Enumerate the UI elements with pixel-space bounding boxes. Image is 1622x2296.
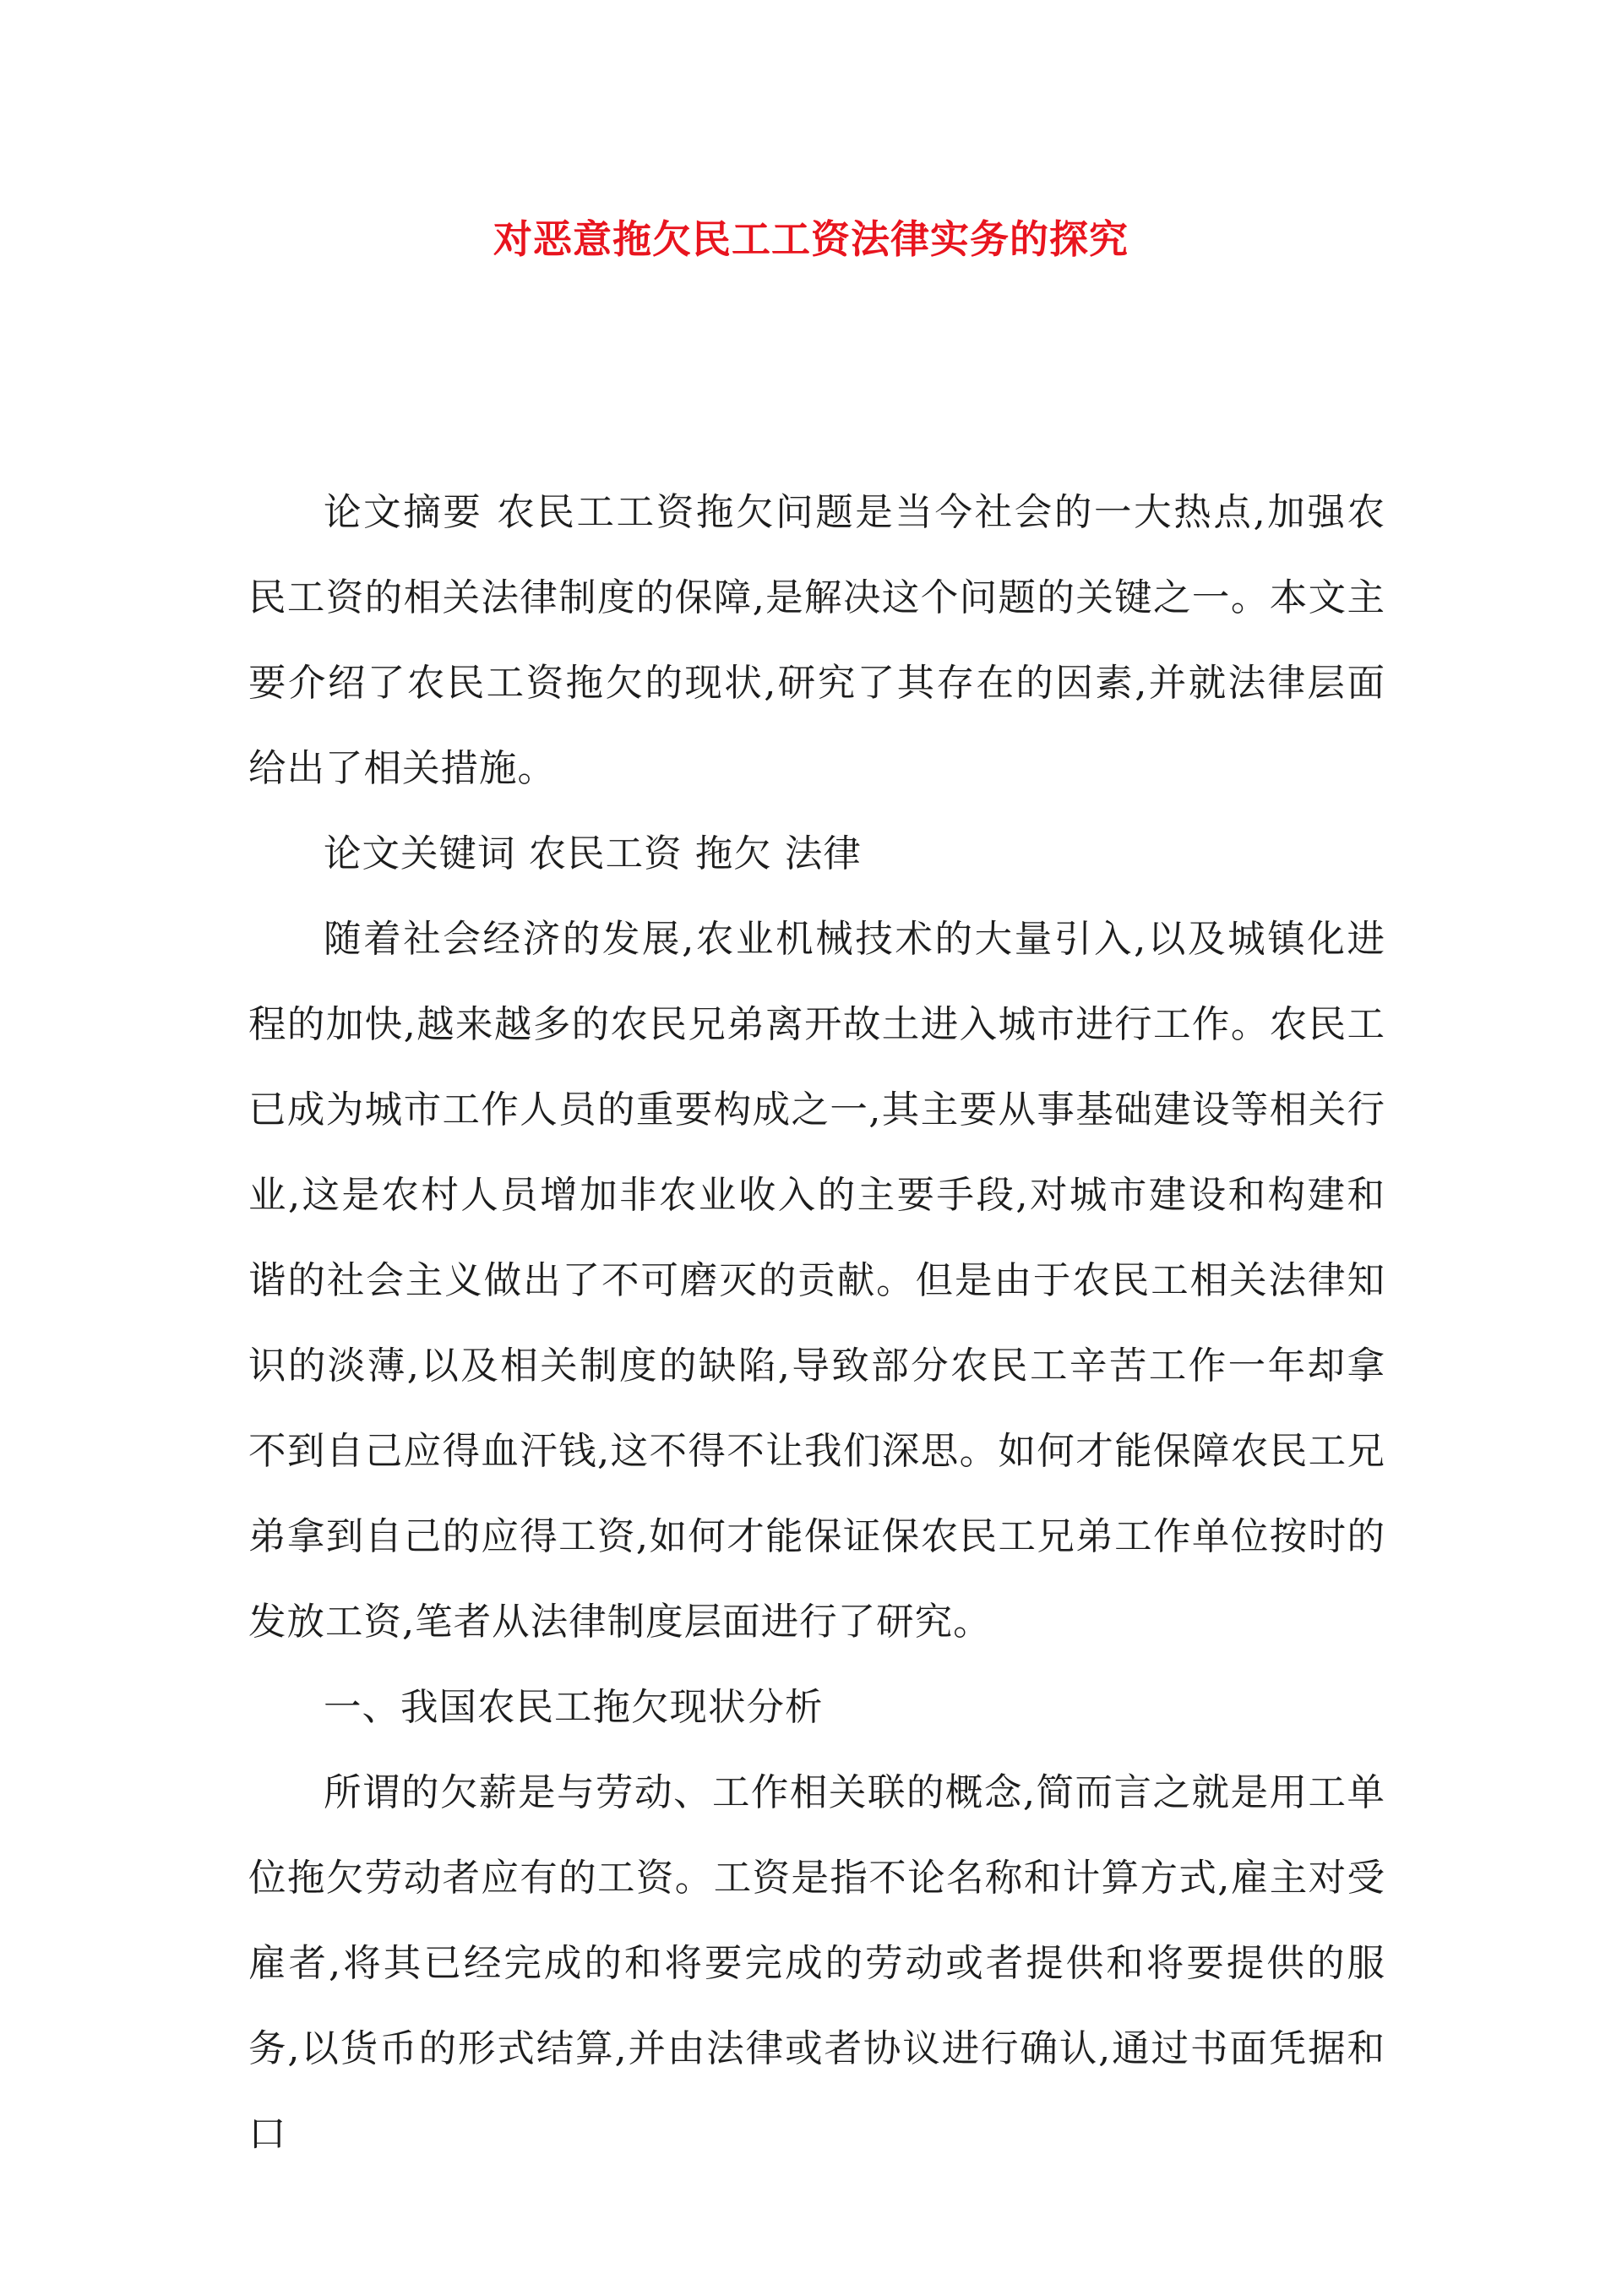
abstract-paragraph: 论文摘要 农民工工资拖欠问题是当今社会的一大热点,加强农民工资的相关法律制度的保障,是解决这个问题的关键之一。本文主要介绍了农民工资拖欠的现状,研究了其存在的因素,并就法律层面给出了相关措施。 <box>248 491 1385 790</box>
document-title: 对恶意拖欠民工工资法律实务的探究 <box>493 216 1129 262</box>
section-heading: 一、我国农民工拖欠现状分析 <box>324 1686 824 1729</box>
document-body <box>248 470 1385 2177</box>
introduction-paragraph: 随着社会经济的发展,农业机械技术的大量引入,以及城镇化进程的加快,越来越多的农民兄弟离开故土进入城市进行工作。农民工已成为城市工作人员的重要构成之一,其主要从事基础建设等相关行业,这是农村人员增加非农业收入的主要手段,对城市建设和构建和谐的社会主义做出了不可磨灭的贡献。但是由于农民工相关法律知识的淡薄,以及相关制度的缺陷,导致部分农民工辛苦工作一年却拿不到自己应得血汗钱,这不得不让我们深思。如何才能保障农民工兄弟拿到自己的应得工资,如何才能保证保农民工兄弟工作单位按时的发放工资,笔者从法律制度层面进行了研究。 <box>248 918 1385 1644</box>
section-paragraph: 所谓的欠薪是与劳动、工作相关联的概念,简而言之就是用工单位拖欠劳动者应有的工资。工资是指不论名称和计算方式,雇主对受雇者,将其已经完成的和将要完成的劳动或者提供和将要提供的服务,以货币的形式结算,并由法律或者协议进行确认,通过书面凭据和口 <box>248 1771 1385 2156</box>
keywords-paragraph: 论文关键词 农民工资 拖欠 法律 <box>324 832 862 875</box>
